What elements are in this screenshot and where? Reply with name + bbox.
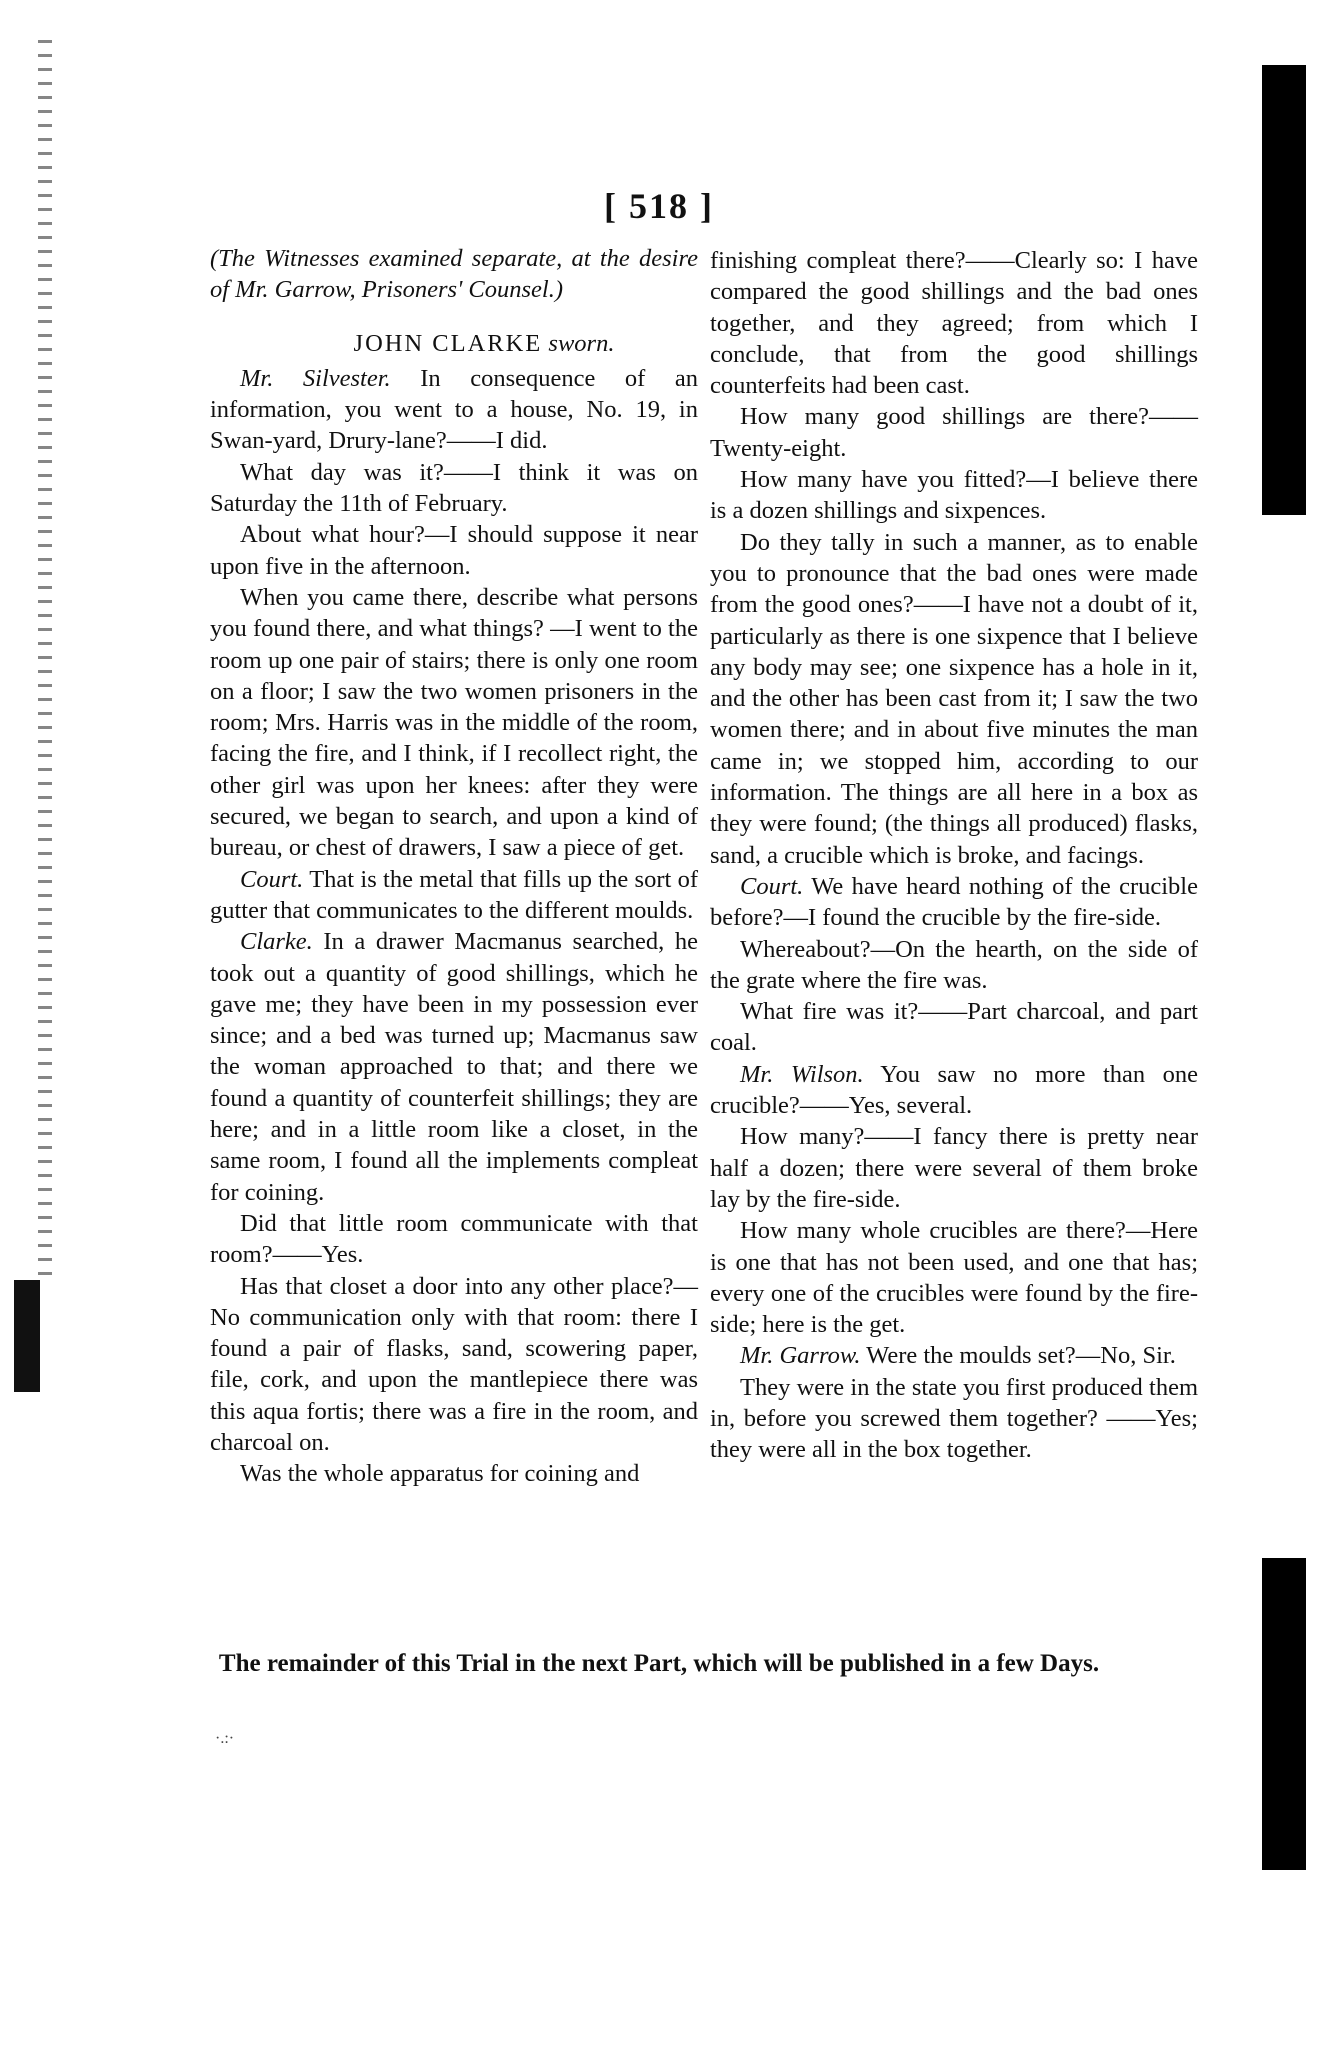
- testimony-paragraph: [210, 926, 698, 1208]
- right-paragraphs: [710, 245, 1198, 1466]
- sworn-word: sworn.: [548, 329, 615, 357]
- paragraph-text: In consequence of an information, you went to a house, No. 19, in Swan-yard, Drury-lane?——I did.: [210, 364, 699, 455]
- paragraph-text: They were in the state you first produced them in, before you screwed them together? ——Yes; they were all in the box together.: [710, 1373, 1198, 1464]
- paragraph-text: How many have you fitted?—I believe there is a dozen shillings and sixpences.: [710, 466, 1198, 525]
- testimony-paragraph: [710, 1372, 1198, 1466]
- testimony-paragraph: [710, 464, 1198, 527]
- paragraph-text: That is the metal that fills up the sort of gutter that communicates to the different moulds.: [210, 865, 699, 924]
- paragraph-text: Did that little room communicate with that room?——Yes.: [210, 1209, 698, 1269]
- testimony-paragraph: [210, 457, 698, 520]
- paragraph-text: Do they tally in such a manner, as to enable you to pronounce that the bad ones were made from the good ones?——I have not a doubt of it, particularly as there is one sixpence that I believe any body may see; one sixpence has a hole in it, and the other has been cast from it; I saw the two women there; and in about five minutes the man came in; we stopped him, according to our information. The things are all here in a box as they were found; (the things all produced) flasks, sand, a crucible which is broke, and facings.: [710, 528, 1198, 869]
- testimony-paragraph: [710, 1121, 1198, 1215]
- right-column: [710, 245, 1198, 1466]
- paragraph-text: Has that closet a door into any other place?—No communication only with that room: there I found a pair of flasks, sand, scowering paper, file, cork, and upon the mantlepiece there was this aqua fortis; there was a fire in the room, and charcoal on.: [210, 1272, 698, 1456]
- paragraph-text: When you came there, describe what persons you found there, and what things? —I went to the room up one pair of stairs; there is only one room on a floor; I saw the two women prisoners in the room; Mrs. Harris was in the middle of the room, facing the fire, and I think, if I recollect right, the other girl was upon her knees: after they were secured, we began to search, and upon a kind of bureau, or chest of drawers, I saw a piece of get.: [210, 583, 698, 862]
- paragraph-text: In a drawer Macmanus searched, he took out a quantity of good shillings, which he gave me; they have been in my possession ever since; and a bed was turned up; Macmanus saw the woman approached to that; and there we found a quantity of counterfeit shillings; they are here; and in a little room like a closet, in the same room, I found all the implements compleat for coining.: [210, 928, 698, 1206]
- paragraph-text: You saw no more than one crucible?——Yes, several.: [710, 1060, 1198, 1120]
- witness-note: (The Witnesses examined separate, at the desire of Mr. Garrow, Prisoners' Counsel.): [210, 245, 698, 304]
- scan-black-bar-bottom: [1262, 1558, 1306, 1870]
- scan-black-bar-top: [1262, 65, 1306, 515]
- testimony-paragraph: [710, 934, 1198, 997]
- speaker-name: Clarke.: [240, 928, 313, 956]
- scan-edge-shadow: [14, 1280, 40, 1392]
- paragraph-text: How many whole crucibles are there?—Here is one that has not been used, and one that has; every one of the crucibles were found by the fire-side; here is the get.: [710, 1217, 1198, 1339]
- paragraph-text: What fire was it?——Part charcoal, and part coal.: [710, 998, 1198, 1057]
- testimony-paragraph: [710, 1215, 1198, 1340]
- speaker-name: Mr. Silvester.: [240, 364, 391, 392]
- testimony-paragraph: [710, 871, 1198, 934]
- testimony-paragraph: [210, 582, 698, 864]
- testimony-paragraph: [210, 363, 698, 457]
- speaker-name: Mr. Wilson.: [740, 1060, 864, 1088]
- testimony-paragraph: [210, 1458, 698, 1489]
- testimony-paragraph: [210, 864, 698, 927]
- testimony-paragraph: [710, 1059, 1198, 1122]
- paragraph-text: finishing compleat there?——Clearly so: I have compared the good shillings and the bad ones together, and they agreed; from which I conclude, that from the good shillings counterfeits had been cast.: [710, 247, 1198, 400]
- continuation-notice: The remainder of this Trial in the next Part, which will be published in a few Days.: [218, 1650, 1100, 1677]
- testimony-paragraph: [710, 996, 1198, 1059]
- testimony-paragraph: [710, 527, 1198, 871]
- paragraph-text: How many?——I fancy there is pretty near half a dozen; there were several of them broke lay by the fire-side.: [710, 1123, 1198, 1213]
- testimony-paragraph: [210, 1208, 698, 1271]
- paragraph-text: About what hour?—I should suppose it near upon five in the afternoon.: [210, 521, 698, 580]
- witness-sworn-line: [270, 328, 698, 359]
- testimony-paragraph: [710, 245, 1198, 401]
- speaker-name: Mr. Garrow.: [740, 1342, 861, 1370]
- paragraph-text: Were the moulds set?—No, Sir.: [866, 1342, 1176, 1370]
- paragraph-text: How many good shillings are there?——Twenty-eight.: [710, 403, 1198, 462]
- testimony-paragraph: [210, 519, 698, 582]
- speaker-name: Court.: [740, 872, 804, 900]
- testimony-paragraph: [210, 1271, 698, 1459]
- left-column: [210, 243, 698, 1490]
- paragraph-text: Whereabout?—On the hearth, on the side of the grate where the fire was.: [710, 935, 1198, 994]
- speaker-name: Court.: [240, 865, 304, 893]
- paragraph-text: Was the whole apparatus for coining and: [240, 1460, 640, 1488]
- stray-mark: ·.:·: [215, 1730, 235, 1747]
- page-number-header: [ 518 ]: [604, 186, 714, 226]
- paragraph-text: What day was it?——I think it was on Saturday the 11th of February.: [210, 458, 698, 518]
- testimony-paragraph: [710, 1340, 1198, 1371]
- witness-name: JOHN CLARKE: [353, 329, 543, 357]
- paragraph-text: We have heard nothing of the crucible before?—I found the crucible by the fire-side.: [710, 872, 1198, 932]
- testimony-paragraph: [710, 401, 1198, 464]
- left-paragraphs: [210, 363, 698, 1490]
